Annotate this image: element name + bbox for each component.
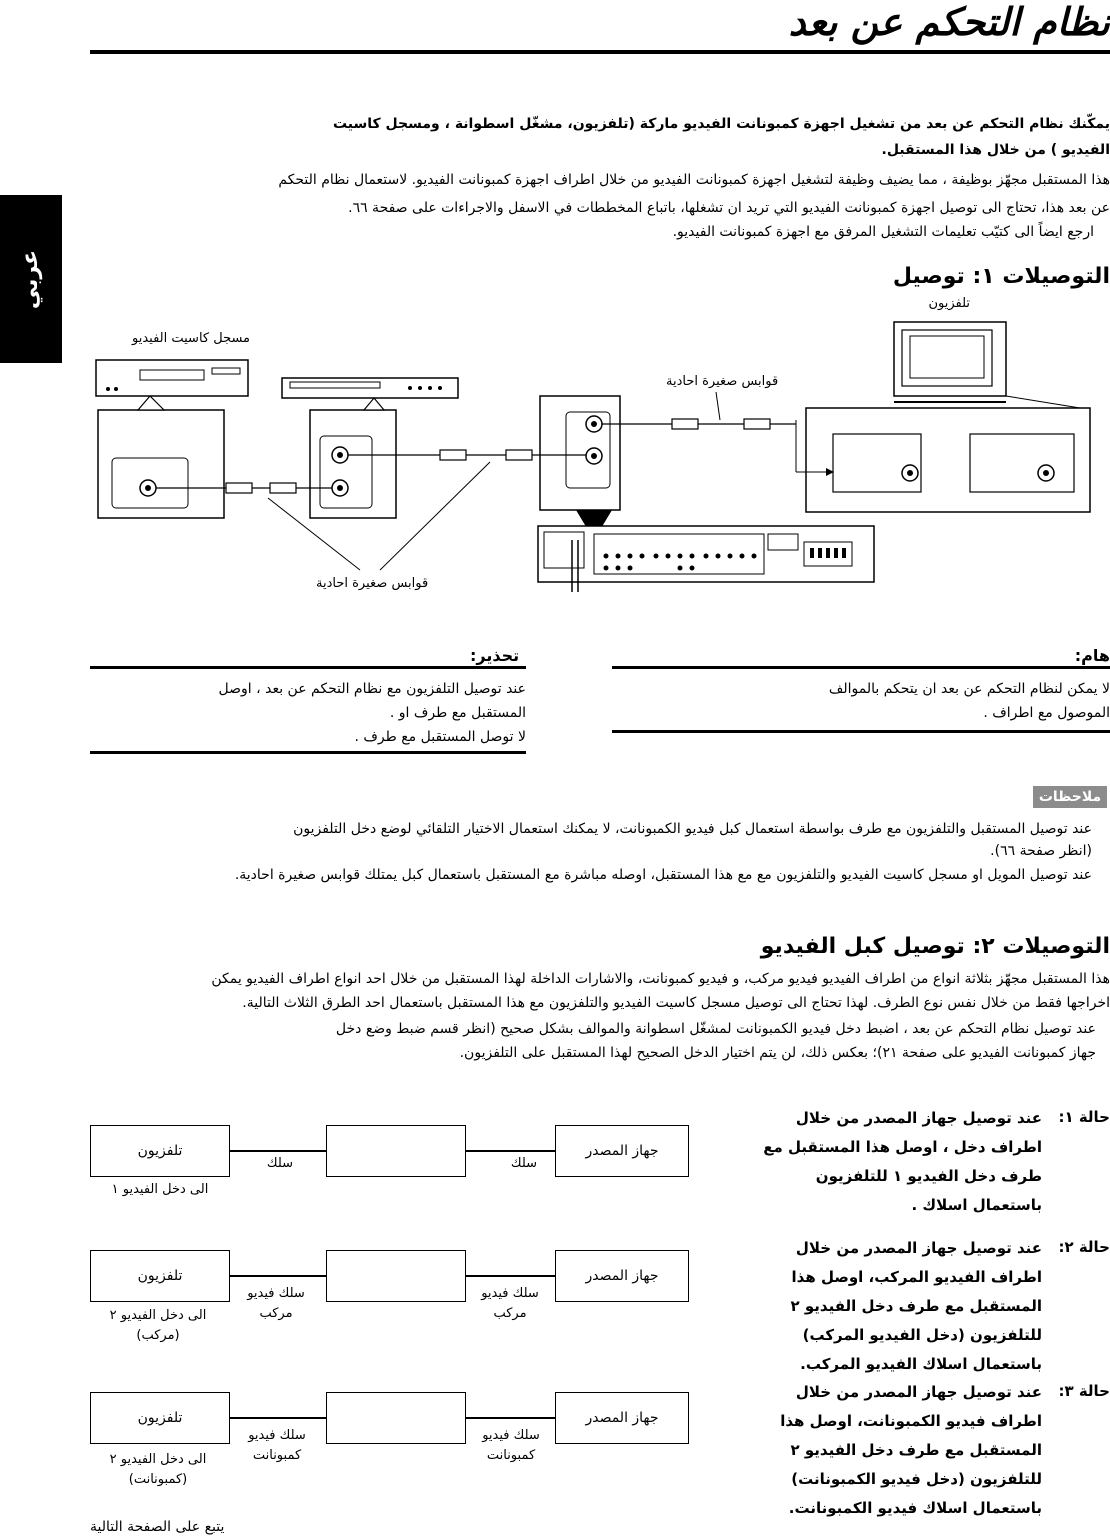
intro-line-4: عن بعد هذا، تحتاج الى توصيل اجهزة كمبونانت الفيديو التي تريد ان تشغلها، باتباع المخططات في الاسفل والاجراءات على صفحة ٦٦. bbox=[348, 200, 1110, 216]
notes-line-1: عند توصيل المستقبل والتلفزيون مع طرف بواسطة استعمال كبل فيديو الكمبونانت، لا يمكنك استعمال الاختيار التلقائي لوضع دخل التلفزيون bbox=[293, 821, 1092, 837]
intro-line-1: يمكّنك نظام التحكم عن بعد من تشغيل اجهزة كمبونانت الفيديو ماركة (تلفزيون، مشغّل اسطوانة ، ومسجل كاسيت bbox=[332, 116, 1110, 132]
case3-description: عند توصيل جهاز المصدر من خلال اطراف فيديو الكمبونانت، اوصل هذا المستقبل مع طرف دخل الفيديو ٢ للتلفزيون (دخل فيديو الكمبونانت) باستعمال اسلاك فيديو الكمبونانت. bbox=[780, 1383, 1042, 1517]
notes-line-3: عند توصيل المويل او مسجل كاسيت الفيديو والتلفزيون مع مع هذا المستقبل، اوصله مباشرة مع المستقبل باستعمال كبل يمتلك قوابس صغيرة احادية. bbox=[234, 867, 1092, 883]
cable-receiver-tv bbox=[602, 392, 796, 429]
important-top-rule bbox=[612, 666, 1110, 669]
mini-plugs-top-label: قوابس صغيرة احادية bbox=[666, 374, 779, 389]
language-side-tab-label: عربي bbox=[18, 249, 44, 309]
case1-cable-right-label: سلك bbox=[510, 1156, 538, 1171]
tv-illustration bbox=[894, 322, 1006, 402]
case1-tv-input: الى دخل الفيديو ١ bbox=[111, 1182, 209, 1197]
vcr-illustration bbox=[96, 360, 248, 396]
case3-receiver-box bbox=[326, 1392, 466, 1444]
caution-line-2: المستقبل مع طرف او . bbox=[389, 705, 526, 721]
section2-line-4: جهاز كمبونانت الفيديو على صفحة ٢١)؛ بعكس ذلك، لن يتم اختيار الدخل الصحيح لهذا المستقبل على التلفزيون. bbox=[459, 1045, 1096, 1061]
case1-cable-right bbox=[465, 1150, 555, 1152]
important-heading: هام: bbox=[1074, 646, 1110, 665]
case3-cable-right bbox=[465, 1417, 555, 1419]
case1-cable-left bbox=[229, 1150, 326, 1152]
case3-tv-label: تلفزيون bbox=[137, 1410, 183, 1426]
case3-cable-right-label: سلك فيديو كمبونانت bbox=[482, 1428, 540, 1463]
case2-cable-right-label: سلك فيديو مركب bbox=[481, 1286, 539, 1321]
case1-description: عند توصيل جهاز المصدر من خلال اطراف دخل ، اوصل هذا المستقبل مع طرف دخل الفيديو ١ للتلفزيون باستعمال اسلاك . bbox=[763, 1109, 1042, 1214]
case2-number: حالة ٢: bbox=[1058, 1238, 1110, 1256]
case1-source-label: جهاز المصدر bbox=[585, 1143, 659, 1159]
case1-source-box bbox=[555, 1125, 689, 1177]
section2-line-3: عند توصيل نظام التحكم عن بعد ، اضبط دخل فيديو الكمبونانت لمشغّل اسطوانة والموالف بشكل صحيح (انظر قسم ضبط وضع دخل bbox=[335, 1021, 1096, 1037]
case3-tv-input: الى دخل الفيديو ٢ (كمبونانت) bbox=[109, 1452, 207, 1487]
intro-line-3: هذا المستقبل مجهّز بوظيفة ، مما يضيف وظيفة لتشغيل اجهزة كمبونانت الفيديو من خلال اطراف اجهزة كمبونانت الفيديو. لاستعمال نظام التحكم bbox=[278, 172, 1110, 188]
case3-number: حالة ٣: bbox=[1058, 1382, 1110, 1400]
case3-tv-box bbox=[90, 1392, 230, 1444]
case2-description: عند توصيل جهاز المصدر من خلال اطراف الفيديو المركب، اوصل هذا المستقبل مع طرف دخل الفيديو ٢ للتلفزيون (دخل الفيديو المركب) باستعمال اسلاك الفيديو المركب. bbox=[790, 1239, 1042, 1373]
case2-source-label: جهاز المصدر bbox=[585, 1268, 659, 1284]
caution-line-3: لا توصل المستقبل مع طرف . bbox=[354, 729, 526, 745]
tv-label: تلفزيون bbox=[928, 296, 970, 311]
intro-line-5: ارجع ايضاً الى كتيّب تعليمات التشغيل المرفق مع اجهزة كمبونانت الفيديو. bbox=[672, 224, 1094, 240]
section2-line-2: اخراجها فقط من خلال نفس نوع الطرف. لهذا تحتاج الى توصيل مسجل كاسيت الفيديو والتلفزيون مع هذا المستقبل باستعمال احد الطرق الثلاث التالية. bbox=[242, 995, 1110, 1011]
case2-tv-label: تلفزيون bbox=[137, 1268, 183, 1284]
intro-line-2: الفيديو ) من خلال هذا المستقبل. bbox=[881, 142, 1110, 158]
case3-cable-left bbox=[229, 1417, 326, 1419]
case3-source-label: جهاز المصدر bbox=[585, 1410, 659, 1426]
case1-tv-box bbox=[90, 1125, 230, 1177]
case1-number: حالة ١: bbox=[1058, 1108, 1110, 1126]
important-line-2: الموصول مع اطراف . bbox=[983, 705, 1110, 721]
section2-line-1: هذا المستقبل مجهّز بثلاثة انواع من اطراف الفيديو فيديو مركب، و فيديو كمبونانت، والاشارات الداخلة لهذا المستقبل من خلال احد انواع اطراف الفيديو يمكن bbox=[211, 971, 1110, 987]
case2-receiver-box bbox=[326, 1250, 466, 1302]
case1-tv-label: تلفزيون bbox=[137, 1143, 183, 1159]
continued-note: يتبع على الصفحة التالية bbox=[90, 1519, 225, 1535]
notes-badge: ملاحظات bbox=[1033, 786, 1107, 808]
page-title: نظام التحكم عن بعد bbox=[788, 0, 1110, 44]
case2-cable-right bbox=[465, 1275, 555, 1277]
caution-top-rule bbox=[90, 666, 526, 669]
dvd-illustration bbox=[282, 378, 458, 398]
section2-heading: التوصيلات ٢: توصيل كبل الفيديو bbox=[760, 934, 1110, 959]
section1-heading: التوصيلات ١: توصيل bbox=[892, 264, 1110, 289]
connection-diagram bbox=[0, 0, 1110, 620]
mini-plugs-bottom-label: قوابس صغيرة احادية bbox=[316, 576, 429, 591]
notes-line-2: (انظر صفحة ٦٦). bbox=[990, 843, 1092, 859]
case2-tv-input: الى دخل الفيديو ٢ (مركب) bbox=[109, 1308, 207, 1343]
case2-source-box bbox=[555, 1250, 689, 1302]
case2-cable-left-label: سلك فيديو مركب bbox=[247, 1286, 305, 1321]
case2-cable-left bbox=[229, 1275, 326, 1277]
case2-tv-box bbox=[90, 1250, 230, 1302]
caution-line-1: عند توصيل التلفزيون مع نظام التحكم عن بعد ، اوصل bbox=[218, 681, 526, 697]
important-bottom-rule bbox=[612, 730, 1110, 733]
case3-source-box bbox=[555, 1392, 689, 1444]
vcr-label: مسجل كاسيت الفيديو bbox=[132, 331, 251, 346]
caution-heading: تحذير: bbox=[470, 646, 520, 665]
case1-cable-left-label: سلك bbox=[266, 1156, 294, 1171]
important-line-1: لا يمكن لنظام التحكم عن بعد ان يتحكم بالموالف bbox=[828, 681, 1110, 697]
caution-bottom-rule bbox=[90, 751, 526, 754]
case1-receiver-box bbox=[326, 1125, 466, 1177]
receiver-rear bbox=[538, 526, 874, 592]
case3-cable-left-label: سلك فيديو كمبونانت bbox=[248, 1428, 306, 1463]
